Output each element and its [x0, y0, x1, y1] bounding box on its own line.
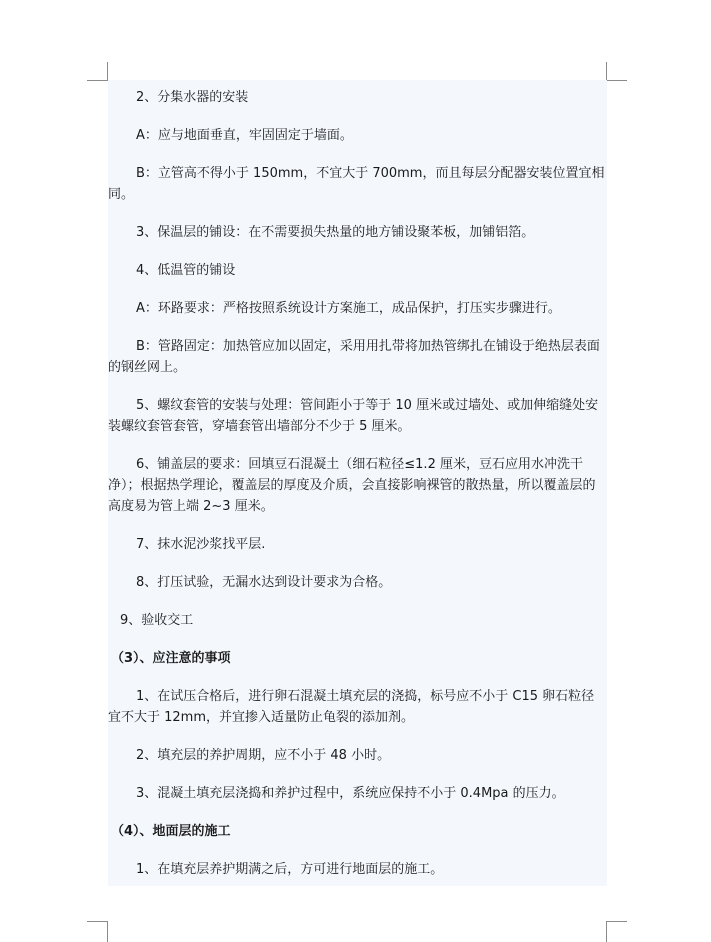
- crop-mark-bottom-right: [606, 921, 627, 942]
- paragraph-7: B：管路固定：加热管应加以固定，采用用扎带将加热管绑扎在铺设于绝热层表面的钢丝网上。: [108, 339, 600, 375]
- paragraph-6: A：环路要求：严格按照系统设计方案施工，成品保护，打压实步骤进行。: [136, 301, 561, 316]
- paragraph-1: 2、分集水器的安装: [136, 90, 249, 105]
- paragraph-14: 2、填充层的养护周期，应不小于 48 小时。: [136, 748, 391, 763]
- paragraph-11: 8、打压试验，无漏水达到设计要求为合格。: [136, 575, 392, 590]
- paragraph-10: 7、抹水泥沙浆找平层.: [136, 537, 266, 552]
- paragraph-5: 4、低温管的铺设: [136, 263, 236, 278]
- document-body: [108, 80, 607, 886]
- paragraph-8: 5、螺纹套管的安装与处理：管间距小于等于 10 厘米或过墙处、或加伸缩缝处安装螺纹套管套管，穿墙套管出墙部分不少于 5 厘米。: [108, 398, 599, 434]
- section-heading-4: （4）、地面层的施工: [111, 824, 231, 839]
- crop-mark-top-left: [87, 62, 108, 81]
- section-heading-3: （3）、应注意的事项: [111, 651, 231, 666]
- paragraph-4: 3、保温层的铺设：在不需要损失热量的地方铺设聚苯板，加铺铝箔。: [136, 225, 535, 240]
- paragraph-3: B：立管高不得小于 150mm，不宜大于 700mm，而且每层分配器安装位置宜相同。: [108, 166, 605, 202]
- paragraph-15: 3、混凝土填充层浇捣和养护过程中，系统应保持不小于 0.4Mpa 的压力。: [136, 786, 565, 801]
- crop-mark-bottom-left: [87, 921, 108, 942]
- paragraph-16: 1、在填充层养护期满之后，方可进行地面层的施工。: [136, 862, 444, 877]
- paragraph-12: 9、验收交工: [120, 613, 194, 628]
- paragraph-2: A：应与地面垂直，牢固固定于墙面。: [136, 128, 353, 143]
- crop-mark-top-right: [606, 62, 627, 81]
- paragraph-9: 6、铺盖层的要求：回填豆石混凝土（细石粒径≤1.2 厘米，豆石应用水冲洗干净）；根据热学理论，覆盖层的厚度及介质，会直接影响裸管的散热量，所以覆盖层的高度易为管上端 2~3 厘米。: [108, 457, 596, 514]
- paragraph-13: 1、在试压合格后，进行卵石混凝土填充层的浇捣，标号应不小于 C15 卵石粒径宜不大于 12mm，并宜掺入适量防止龟裂的添加剂。: [108, 689, 595, 725]
